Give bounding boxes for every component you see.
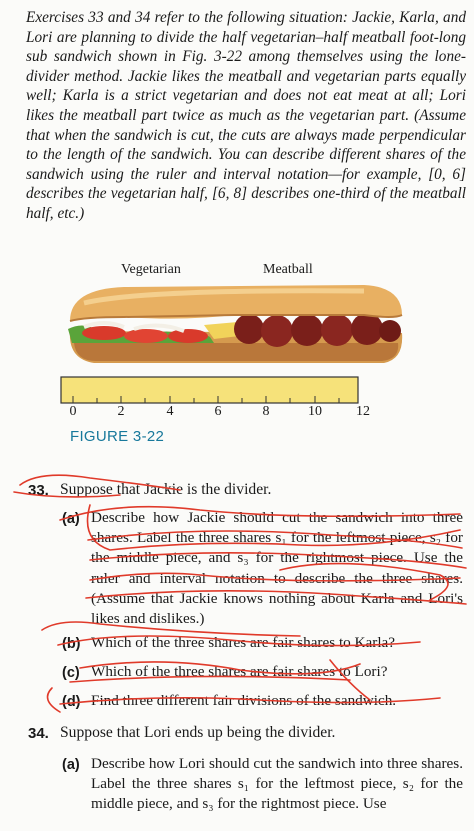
exercise-33-number: 33. xyxy=(28,482,49,499)
ruler-tick-label: 12 xyxy=(356,404,370,419)
ruler-tick-label: 8 xyxy=(262,404,270,419)
exercise-33c-label: (c) xyxy=(62,665,80,681)
vegetarian-label: Vegetarian xyxy=(121,262,181,277)
exercise-34-stem: Suppose that Lori ends up being the divider. xyxy=(60,724,336,741)
exercise-34a-text: Describe how Lori should cut the sandwich into three shares. Label the three shares s₁ for the leftmost piece, s₂ for the middle piece, and s₃ for the rightmost piece. Use xyxy=(91,755,463,813)
exercise-33a-label: (a) xyxy=(62,511,80,527)
exercise-34-number: 34. xyxy=(28,725,49,742)
ruler-tick-label: 6 xyxy=(214,404,222,419)
ruler-tick-label: 2 xyxy=(117,404,125,419)
exercise-33-stem: Suppose that Jackie is the divider. xyxy=(60,481,272,498)
intro-paragraph: Exercises 33 and 34 refer to the following situation: Jackie, Karla, and Lori are planning to divide the half vegetarian–half meatball foot-long sub sandwich shown in Fig. 3-22 among themselves using the lone-divider method. Jackie likes the meatball and vegetarian parts equally well; Karla is a strict vegetarian and does not eat meat at all; Lori likes the meatball part twice as much as the vegetarian part. (Assume that when the sandwich is cut, the cuts are always made perpendicular to the length of the sandwich. You can describe different shares of the sandwich using the ruler and interval notation—for example, [0, 6] describes the vegetarian half, [6, 8] describes one-third of the meatball half, etc.) xyxy=(26,9,466,222)
exercise-33d-label: (d) xyxy=(62,694,81,710)
exercise-33a-text: Describe how Jackie should cut the sandwich into three shares. Label the three shares s₁ for the leftmost piece, s₂ for the middle piece, and s₃ for the rightmost piece. Use the ruler and interval notation to describe the three shares. (Assume that Jackie knows nothing about Karla and Lori's likes and dislikes.) xyxy=(91,509,463,628)
figure-caption: FIGURE 3-22 xyxy=(70,428,165,445)
exercise-33b-text: Which of the three shares are fair shares to Karla? xyxy=(91,634,396,651)
exercise-33b-label: (b) xyxy=(62,636,81,652)
exercise-33c-text: Which of the three shares are fair shares to Lori? xyxy=(91,663,388,680)
ruler-tick-label: 4 xyxy=(166,404,174,419)
meatball-label: Meatball xyxy=(263,262,313,277)
ruler-tick-label: 0 xyxy=(69,404,77,419)
exercise-34a-label: (a) xyxy=(62,757,80,773)
sandwich-image xyxy=(64,281,406,369)
ruler-tick-label: 10 xyxy=(308,404,322,419)
exercise-33d-text: Find three different fair divisions of the sandwich. xyxy=(91,692,397,709)
ruler xyxy=(60,376,360,406)
